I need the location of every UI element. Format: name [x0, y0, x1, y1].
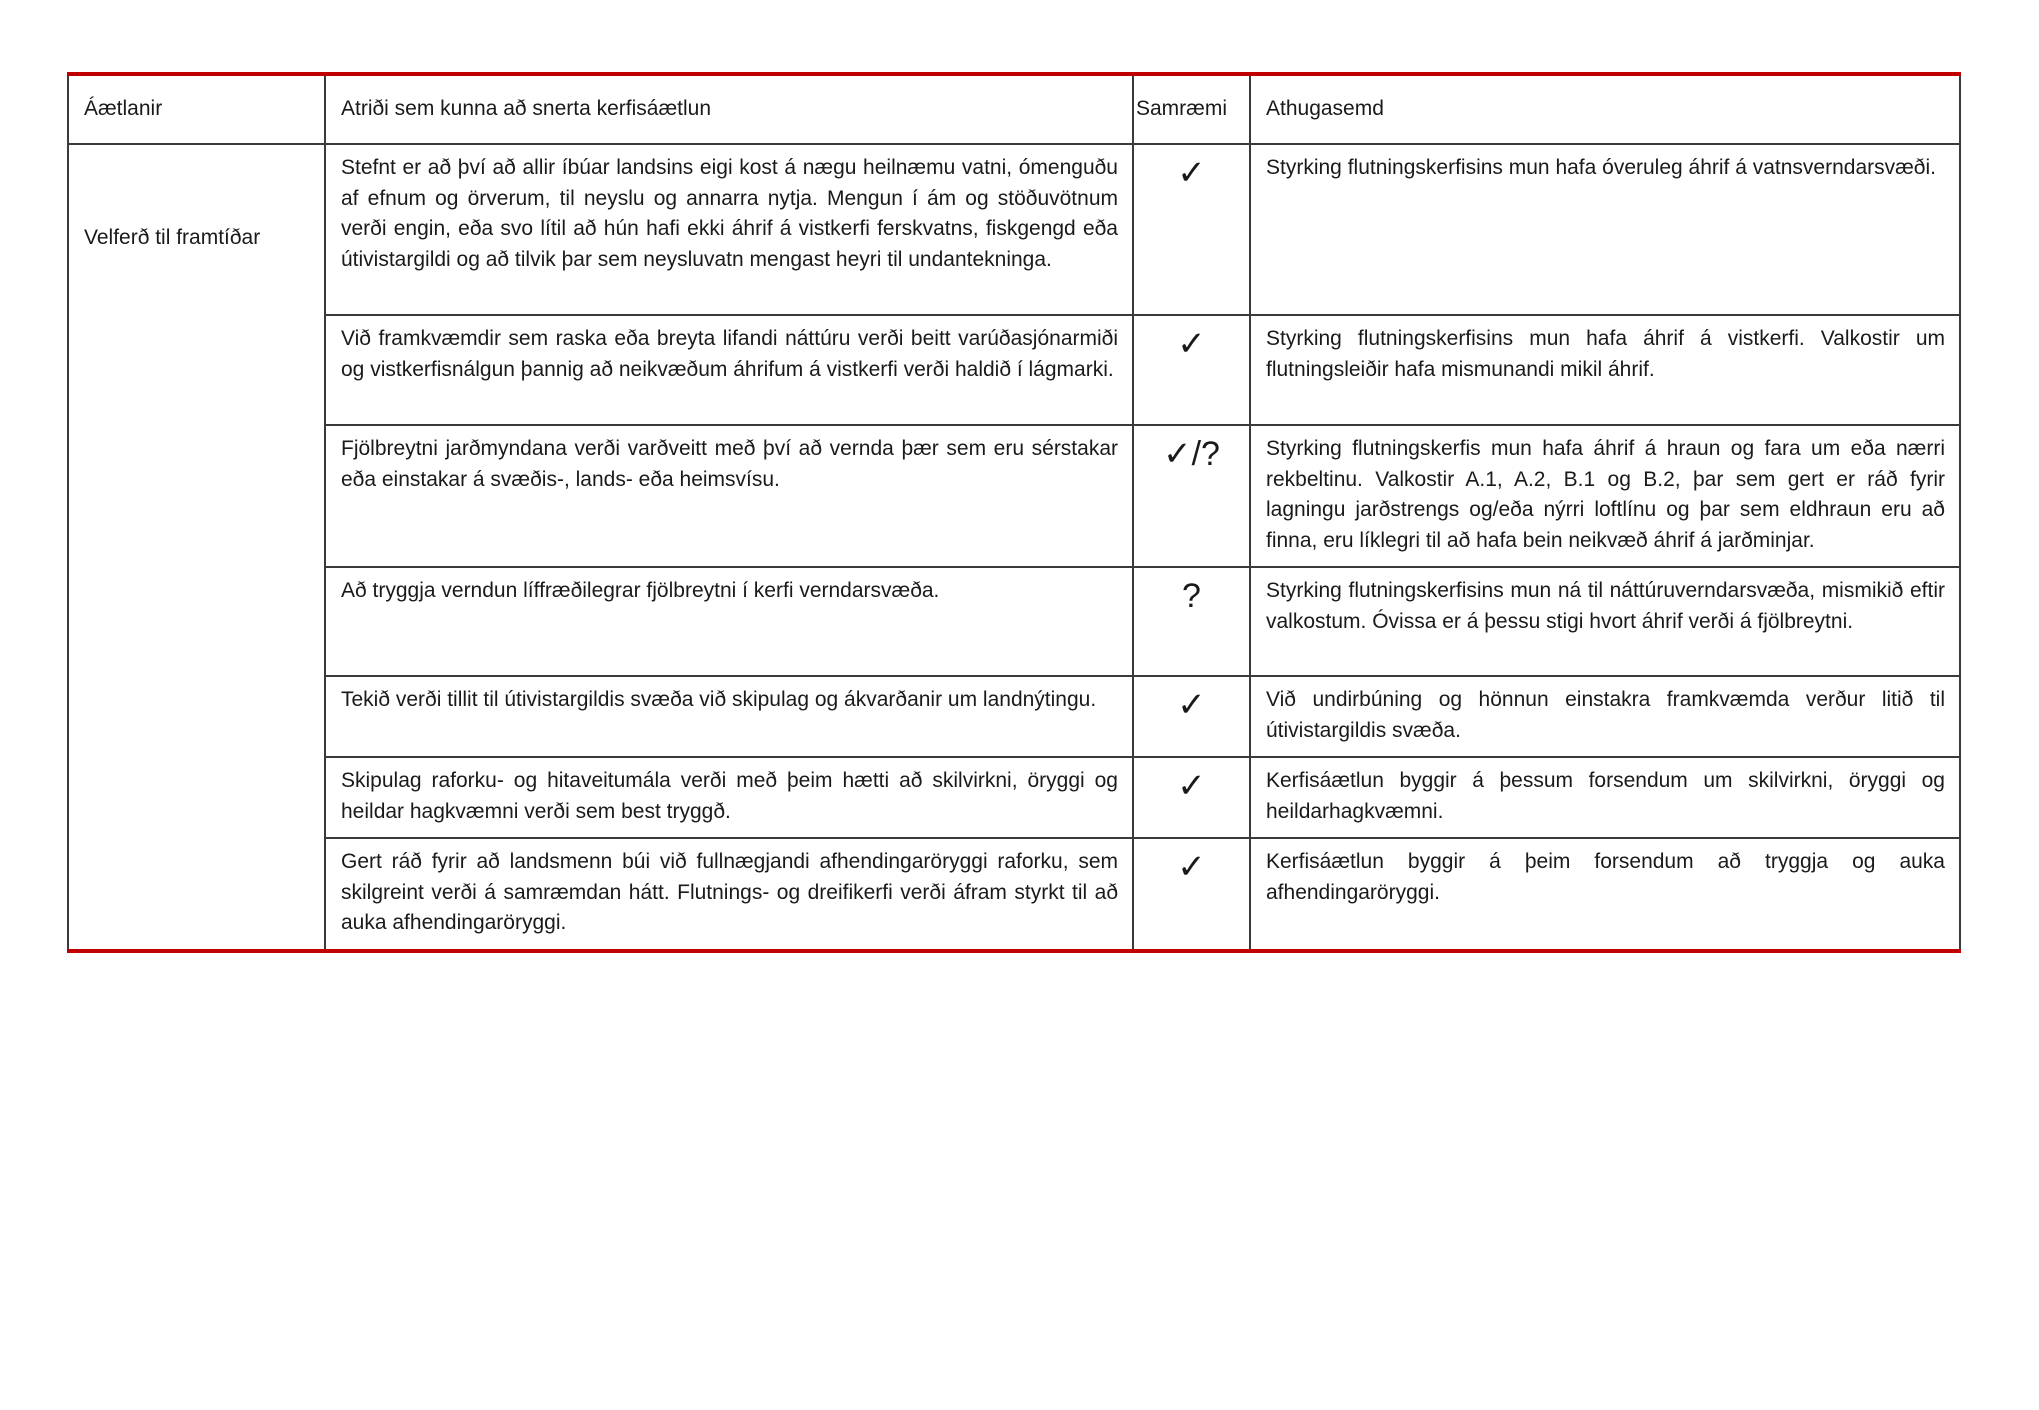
item-cell: Við framkvæmdir sem raska eða breyta lifandi náttúru verði beitt varúðasjónarmiði og vistkerfisnálgun þannig að neikvæðum áhrifum á vistkerfi verði haldið í lágmarki.	[325, 315, 1133, 425]
header-row	[68, 74, 1960, 144]
table-row	[68, 315, 1960, 425]
check-icon: ✓	[1133, 144, 1250, 315]
plan-consistency-table	[67, 72, 1961, 953]
check-icon: ✓	[1133, 315, 1250, 425]
table-row	[68, 757, 1960, 838]
header-items: Atriði sem kunna að snerta kerfisáætlun	[325, 74, 1133, 144]
item-cell: Að tryggja verndun líffræðilegrar fjölbreytni í kerfi verndarsvæða.	[325, 567, 1133, 676]
table-row	[68, 144, 1960, 315]
header-consistency: Samræmi	[1133, 74, 1250, 144]
comment-cell: Kerfisáætlun byggir á þessum forsendum um skilvirkni, öryggi og heildarhagkvæmni.	[1250, 757, 1960, 838]
comment-cell: Styrking flutningskerfis mun hafa áhrif á hraun og fara um eða nærri rekbeltinu. Valkostir A.1, A.2, B.1 og B.2, þar sem gert er ráð fyrir lagningu jarðstrengs og/eða nýrri loftlínu og þar sem eldhraun eru að finna, eru líklegri til að hafa bein neikvæð áhrif á jarðminjar.	[1250, 425, 1960, 567]
table-row	[68, 676, 1960, 757]
item-cell: Stefnt er að því að allir íbúar landsins eigi kost á nægu heilnæmu vatni, ómenguðu af efnum og örverum, til neyslu og annarra nytja. Mengun í ám og stöðuvötnum verði engin, eða svo lítil að hún hafi ekki áhrif á vistkerfi ferskvatns, fiskgengd eða útivistargildi og að tilvik þar sem neysluvatn mengast heyri til undantekninga.	[325, 144, 1133, 315]
table-row	[68, 838, 1960, 951]
item-cell: Tekið verði tillit til útivistargildis svæða við skipulag og ákvarðanir um landnýtingu.	[325, 676, 1133, 757]
question-icon: ?	[1133, 567, 1250, 676]
table-row	[68, 567, 1960, 676]
check-icon: ✓	[1133, 838, 1250, 951]
header-comments: Athugasemd	[1250, 74, 1960, 144]
comment-cell: Við undirbúning og hönnun einstakra framkvæmda verður litið til útivistargildis svæða.	[1250, 676, 1960, 757]
header-plans: Áætlanir	[68, 74, 325, 144]
item-cell: Skipulag raforku- og hitaveitumála verði með þeim hætti að skilvirkni, öryggi og heildar hagkvæmni verði sem best tryggð.	[325, 757, 1133, 838]
plan-group-label: Velferð til framtíðar	[68, 144, 325, 951]
comment-cell: Styrking flutningskerfisins mun hafa óveruleg áhrif á vatnsverndarsvæði.	[1250, 144, 1960, 315]
comment-cell: Styrking flutningskerfisins mun hafa áhrif á vistkerfi. Valkostir um flutningsleiðir hafa mismunandi mikil áhrif.	[1250, 315, 1960, 425]
table-row	[68, 425, 1960, 567]
comment-cell: Styrking flutningskerfisins mun ná til náttúruverndarsvæða, mismikið eftir valkostum. Óvissa er á þessu stigi hvort áhrif verði á fjölbreytni.	[1250, 567, 1960, 676]
comment-cell: Kerfisáætlun byggir á þeim forsendum að tryggja og auka afhendingaröryggi.	[1250, 838, 1960, 951]
item-cell: Gert ráð fyrir að landsmenn búi við fullnægjandi afhendingaröryggi raforku, sem skilgreint verði á samræmdan hátt. Flutnings- og dreifikerfi verði áfram styrkt til að auka afhendingaröryggi.	[325, 838, 1133, 951]
check-icon: ✓	[1133, 676, 1250, 757]
check-icon: ✓	[1133, 757, 1250, 838]
check-question-icon: ✓/?	[1133, 425, 1250, 567]
item-cell: Fjölbreytni jarðmyndana verði varðveitt með því að vernda þær sem eru sérstakar eða einstakar á svæðis-, lands- eða heimsvísu.	[325, 425, 1133, 567]
